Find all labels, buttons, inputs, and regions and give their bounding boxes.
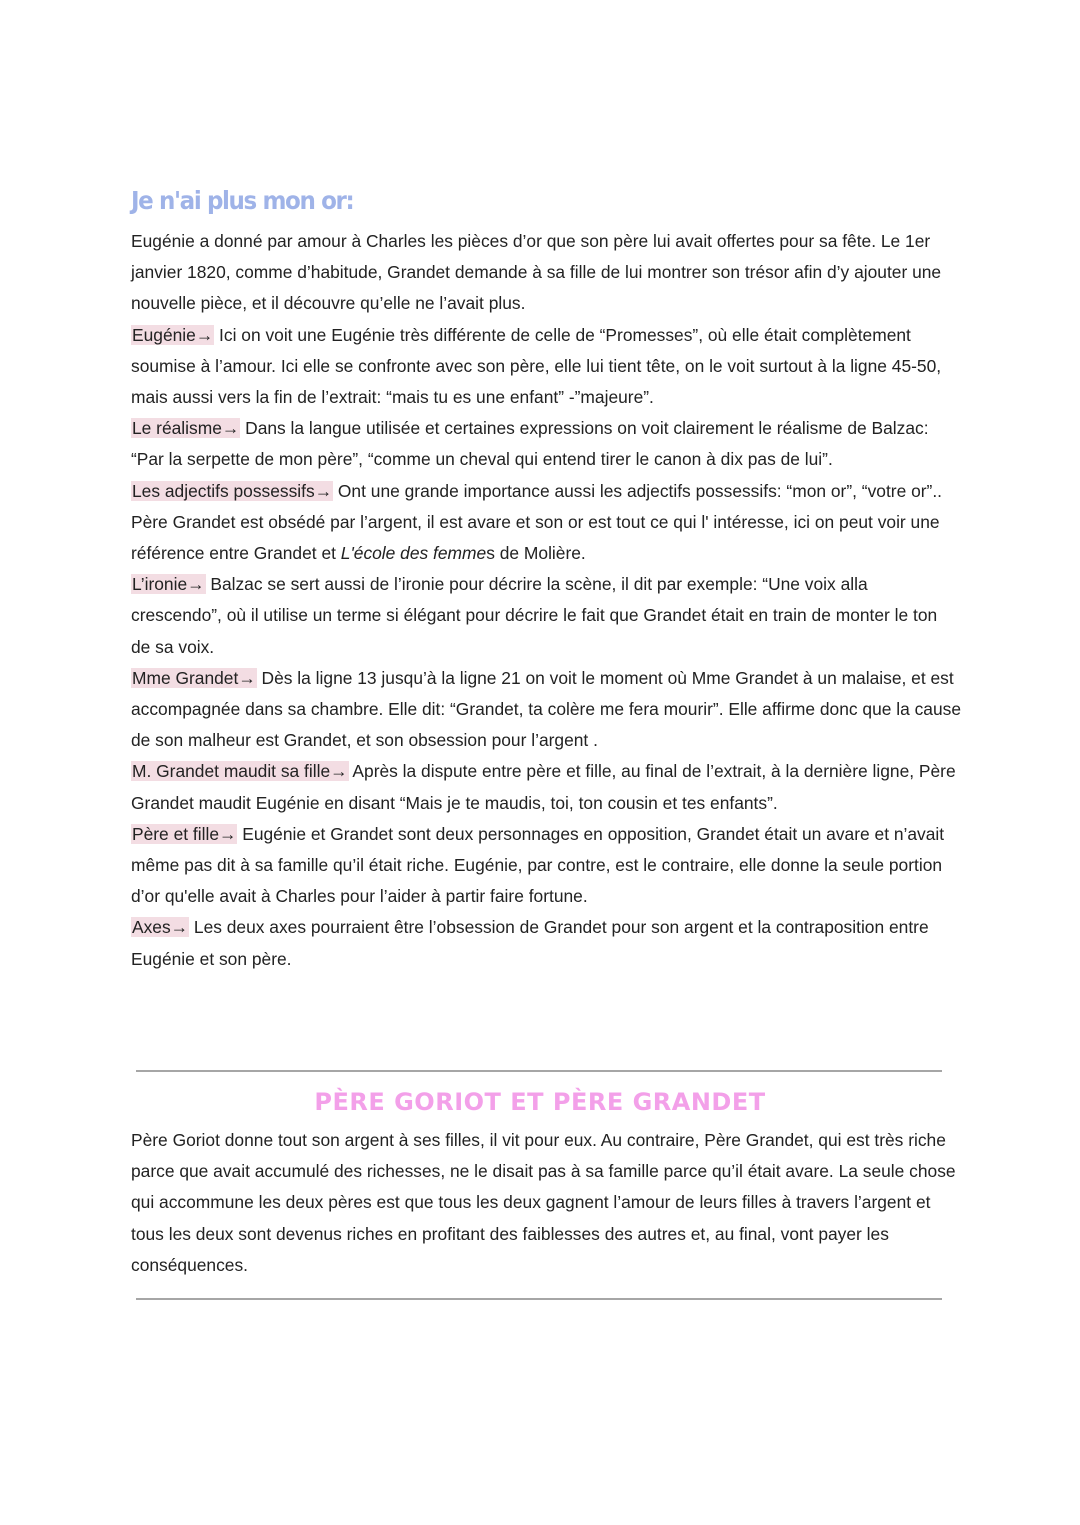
moliere-paragraph: Père Grandet est obsédé par l’argent, il est avare et son or est tout ce qui l' intéresse, ici on peut voir une référence entre Grandet et L'école des femmes de Molière. xyxy=(131,511,940,564)
point-text: Les deux axes pourraient être l’obsession de Grandet pour son argent et la contraposition entre Eugénie et son père. xyxy=(131,917,929,969)
point-label: Mme Grandet→ xyxy=(132,667,256,688)
point-label: Le réalisme→ xyxy=(132,418,240,439)
point-adjectifs xyxy=(131,476,961,507)
point-maudit xyxy=(131,756,961,818)
section-body xyxy=(131,226,961,975)
section2-body xyxy=(131,1125,961,1281)
point-label: Les adjectifs possessifs→ xyxy=(132,480,333,501)
point-axes xyxy=(131,912,961,974)
point-text: Dès la ligne 13 jusqu’à la ligne 21 on voit le moment où Mme Grandet à un malaise, et est accompagnée dans sa chambre. Elle dit: “Grandet, ta colère me fera mourir”. Elle affirme donc que la cause de son malheur est Grandet, et son obsession pour l’argent . xyxy=(131,667,962,751)
divider xyxy=(136,1070,942,1072)
point-label: Eugénie→ xyxy=(132,324,214,345)
point-text: Ont une grande importance aussi les adjectifs possessifs: “mon or”, “votre or”.. xyxy=(333,480,943,501)
section-heading: Je n'ai plus mon or: xyxy=(131,186,354,215)
point-label: Père et fille→ xyxy=(132,823,237,844)
point-text: Balzac se sert aussi de l’ironie pour décrire la scène, il dit par exemple: “Une voix alla crescendo”, où il utilise un terme si élégant pour décrire le fait que Grandet était en train de monter le ton de sa voix. xyxy=(131,574,938,657)
point-ironie xyxy=(131,569,961,663)
point-mme-grandet xyxy=(131,663,961,757)
work-title: L'école des femme xyxy=(340,543,487,564)
section-title: PÈRE GORIOT ET PÈRE GRANDET xyxy=(314,1088,766,1116)
point-label: L’ironie→ xyxy=(132,574,205,595)
divider xyxy=(136,1298,942,1300)
point-pere-fille xyxy=(131,819,961,913)
point-label: Axes→ xyxy=(132,917,189,938)
point-text: Après la dispute entre père et fille, au final de l’extrait, à la dernière ligne, Père Grandet maudit Eugénie en disant “Mais je te maudis, toi, ton cousin et tes enfants”. xyxy=(131,761,956,813)
point-label: M. Grandet maudit sa fille→ xyxy=(132,761,348,782)
point-eugenie xyxy=(131,320,961,414)
comparison-paragraph: Père Goriot donne tout son argent à ses filles, il vit pour eux. Au contraire, Père Grandet, qui est très riche parce que avait accumulé des richesses, ne le disait pas à sa famille parce qu’il était avare. La seule chose qui accommune les deux pères est que tous les deux gagnent l’amour de leurs filles à travers l’argent et tous les deux sont devenus riches en profitant des faiblesses des autres et, au final, vont payer les conséquences. xyxy=(131,1130,956,1275)
point-text: Dans la langue utilisée et certaines expressions on voit clairement le réalisme de Balzac: “Par la serpette de mon père”, “comme un cheval qui entend tirer le canon à dix pas de lui”. xyxy=(131,418,929,470)
point-realisme xyxy=(131,413,961,475)
point-text: Ici on voit une Eugénie très différente de celle de “Promesses”, où elle était complètement soumise à l’amour. Ici elle se confronte avec son père, elle lui tient tête, on le voit surtout à la ligne 45-50, mais aussi vers la fin de l’extrait: “mais tu es une enfant” -”majeure”. xyxy=(131,324,942,408)
intro-paragraph: Eugénie a donné par amour à Charles les pièces d’or que son père lui avait offertes pour sa fête. Le 1er janvier 1820, comme d’habitude, Grandet demande à sa fille de lui montrer son trésor afin d’y ajouter une nouvelle pièce, et il découvre qu’elle ne l’avait plus. xyxy=(131,231,942,314)
point-text: Eugénie et Grandet sont deux personnages en opposition, Grandet était un avare et n’avait même pas dit à sa famille qu’il était riche. Eugénie, par contre, est le contraire, elle donne la seule portion d’or qu'elle avait à Charles pour l’aider à partir faire fortune. xyxy=(131,823,945,907)
